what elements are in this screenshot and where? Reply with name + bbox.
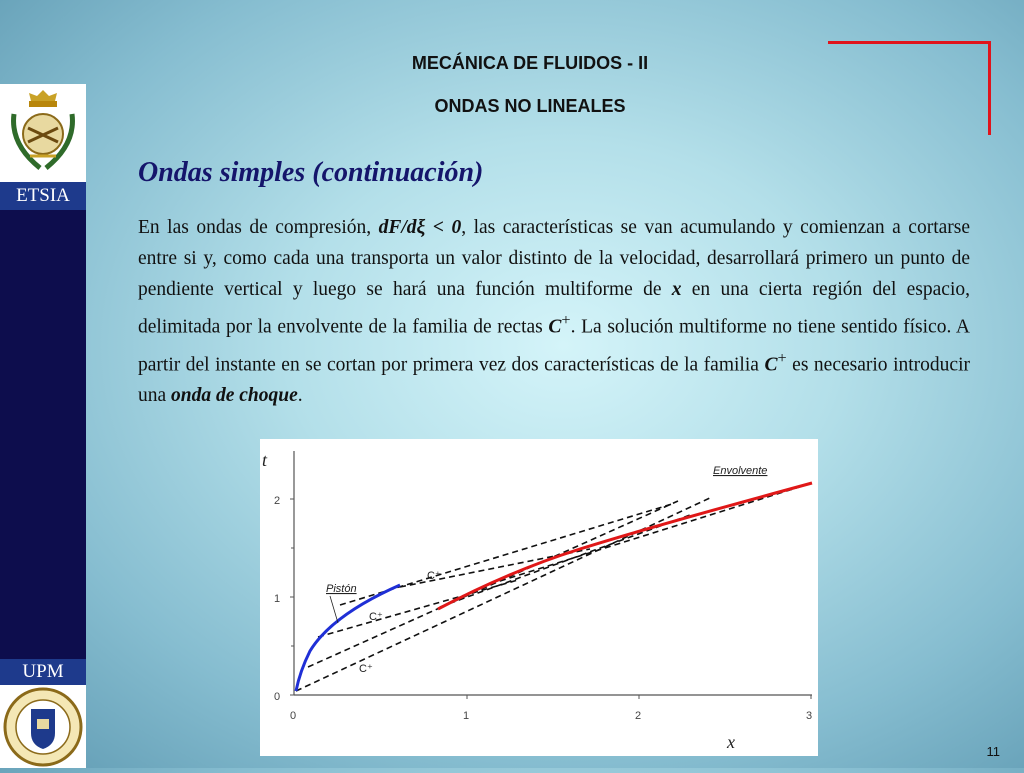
envelope-label: Envolvente xyxy=(713,465,768,477)
y-axis-label: t xyxy=(262,450,268,470)
y-tick-label-2: 2 xyxy=(274,495,281,507)
para-emph-c-family-2: C xyxy=(764,354,778,375)
upm-seal-logo xyxy=(0,685,86,768)
y-tick-label-0: 0 xyxy=(274,691,281,703)
characteristic-label-mid: C⁺ xyxy=(369,611,383,623)
etsia-crest-logo xyxy=(0,84,86,182)
course-title: MECÁNICA DE FLUIDOS - II xyxy=(411,53,649,73)
envelope-curve xyxy=(438,483,812,609)
upm-label: UPM xyxy=(0,659,86,685)
envelope-dashed-line xyxy=(500,483,812,581)
para-emph-shock-wave: onda de choque xyxy=(171,385,298,406)
characteristic-line xyxy=(296,497,712,691)
para-emph-x: x xyxy=(671,279,682,300)
para-text-5: es necesario introducir una xyxy=(138,354,970,406)
para-sup-plus-2: + xyxy=(777,348,787,367)
piston-curve xyxy=(296,585,400,691)
para-text-3: en una cierta región del espacio, delimitada por la envolvente de la familia de rectas xyxy=(138,279,970,338)
piston-label: Pistón xyxy=(326,583,357,595)
para-emph-c-family: C xyxy=(548,316,562,338)
characteristic-label-top: C⁺ xyxy=(427,570,441,582)
decor-red-line-horizontal xyxy=(828,41,991,44)
para-text-4: . La solución multiforme no tiene sentido físico. A partir del instante en se cortan por primera vez dos características de la familia xyxy=(138,316,970,375)
y-tick-label-1: 1 xyxy=(274,593,281,605)
characteristics-figure xyxy=(260,439,818,756)
x-tick-label-0: 0 xyxy=(290,710,297,722)
para-text-6: . xyxy=(297,385,303,406)
page-number: 11 xyxy=(986,744,1000,759)
piston-label-pointer xyxy=(330,596,338,623)
x-tick-label-1: 1 xyxy=(463,710,470,722)
para-sup-plus: + xyxy=(561,311,571,329)
decor-red-line-vertical xyxy=(988,41,991,135)
x-axis-label: x xyxy=(727,732,735,752)
para-text-1: En las ondas de compresión, xyxy=(138,217,379,238)
x-tick-label-3: 3 xyxy=(806,710,813,722)
body-paragraph xyxy=(138,212,970,411)
para-emph-derivative: dF/dξ < 0 xyxy=(378,217,462,238)
para-text-2: , las características se van acumulando y comienzan a cortarse entre si y, como cada una transporta un valor distinto de la velocidad, desarrollará primero un punto de pendiente vertical y luego se hará una función multiforme de xyxy=(138,217,971,300)
slide-title: Ondas simples (continuación) xyxy=(138,157,484,188)
section-title: ONDAS NO LINEALES xyxy=(434,96,626,116)
characteristic-label-bottom: C⁺ xyxy=(359,663,373,675)
x-tick-label-2: 2 xyxy=(635,710,642,722)
etsia-label: ETSIA xyxy=(0,182,86,210)
characteristic-line xyxy=(308,501,678,667)
